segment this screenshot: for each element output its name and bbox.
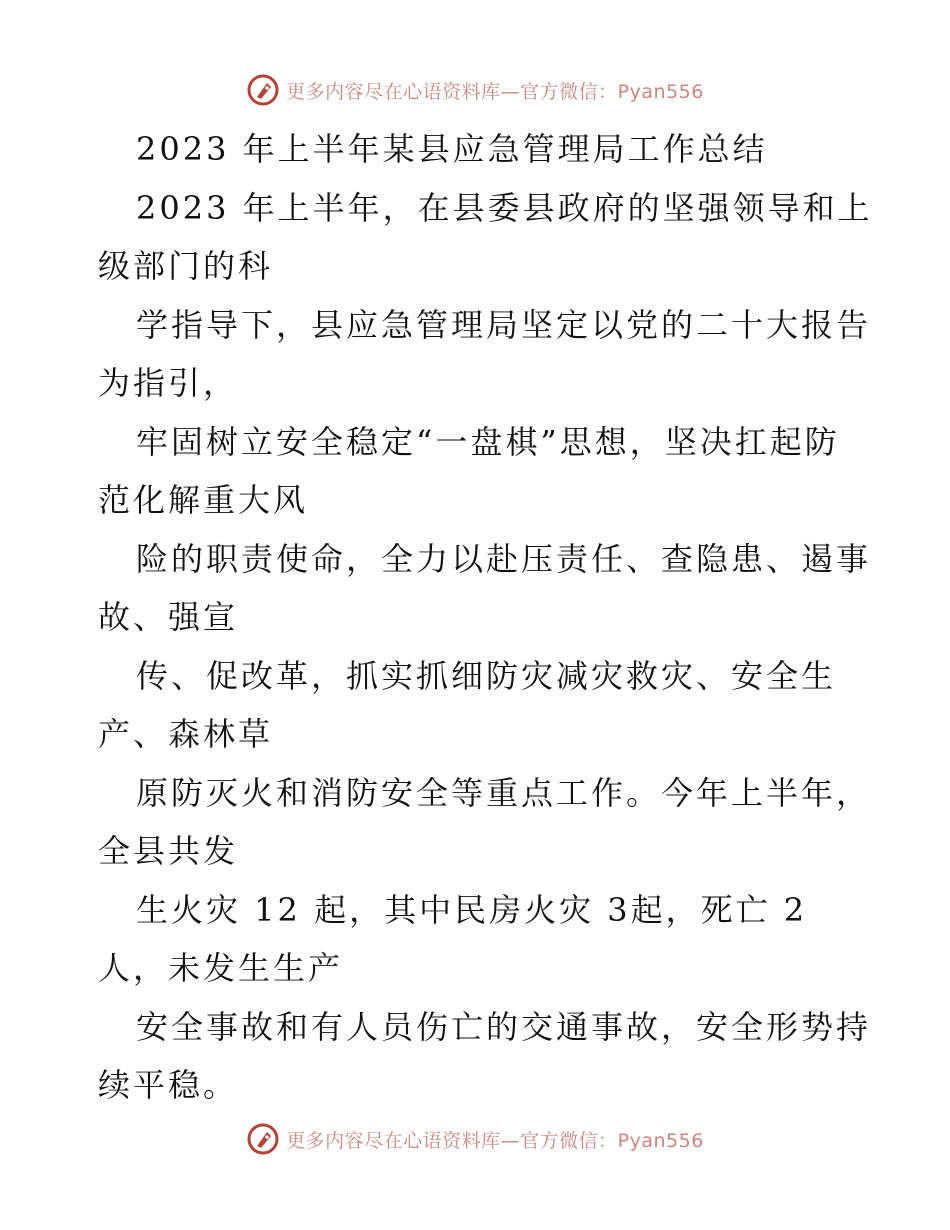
paragraph-line: 续平稳。 [98, 1066, 239, 1104]
document-body [98, 120, 873, 1115]
paragraph-line: 牢固树立安全稳定“一盘棋”思想，坚决扛起防 [136, 422, 840, 461]
watermark-text: 更多内容尽在心语资料库—官方微信：Pyan556 [286, 80, 704, 103]
paragraph-line: 传、促改革，抓实抓细防灾减灾救灾、安全生 [136, 656, 837, 695]
paragraph-line: 安全事故和有人员伤亡的交通事故，安全形势持 [136, 1007, 872, 1046]
paragraph-line: 险的职责使命，全力以赴压责任、查隐患、遏事 [136, 539, 872, 578]
footer-watermark [0, 1121, 950, 1157]
paragraph-line: 学指导下，县应急管理局坚定以党的二十大报告 [136, 305, 872, 344]
paragraph-line: 生火灾 12 起，其中民房火灾 3起，死亡 2 [136, 890, 808, 929]
pen-nib-logo-icon [246, 73, 280, 107]
document-title: 2023 年上半年某县应急管理局工作总结 [136, 130, 768, 168]
paragraph-line: 全县共发 [98, 832, 239, 870]
paragraph-line: 范化解重大风 [98, 481, 309, 519]
pen-nib-logo-icon [246, 1122, 280, 1156]
watermark-text: 更多内容尽在心语资料库—官方微信：Pyan556 [286, 1129, 704, 1152]
paragraph-line: 2023 年上半年，在县委县政府的坚强领导和上 [136, 188, 873, 227]
paragraph-line: 为指引， [98, 364, 239, 402]
paragraph-line: 产、森林草 [98, 715, 274, 753]
paragraph-line: 人，未发生生产 [98, 949, 344, 987]
paragraph-line: 故、强宣 [98, 598, 239, 636]
header-watermark [0, 72, 950, 108]
paragraph-line: 级部门的科 [98, 247, 274, 285]
paragraph-line: 原防灭火和消防安全等重点工作。今年上半年， [136, 773, 872, 812]
